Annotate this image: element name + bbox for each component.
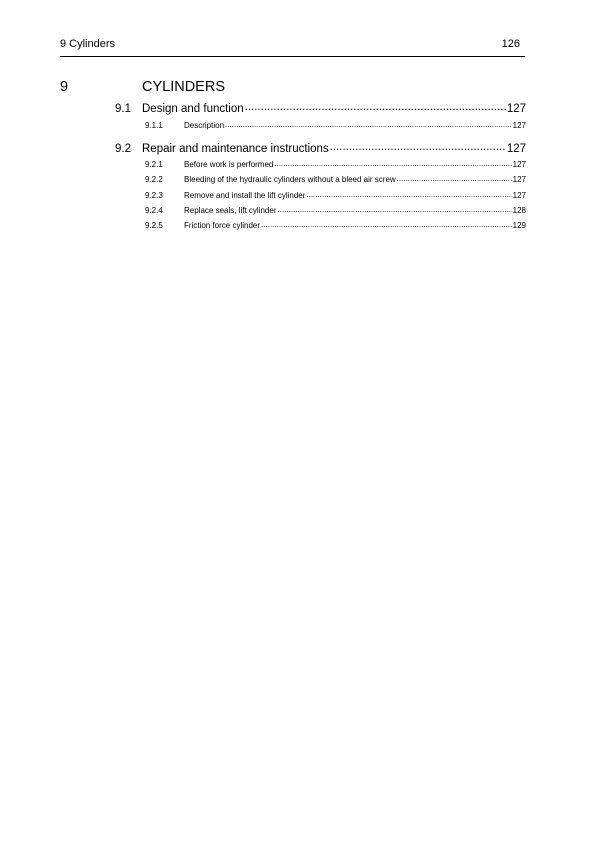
toc-entry-number: 9.2.3 — [145, 191, 163, 200]
toc-dot-leader — [330, 140, 506, 152]
toc-entry-number: 9.2.4 — [145, 206, 163, 215]
toc-entry-9-2-4[interactable] — [115, 205, 526, 217]
toc-entry-9-2-5[interactable] — [115, 220, 526, 232]
chapter-number: 9 — [60, 79, 69, 95]
toc-entry-page: 128 — [512, 206, 526, 215]
header-page-number: 126 — [501, 38, 520, 50]
toc-entry-number: 9.2.2 — [145, 175, 163, 184]
toc-entry-page: 127 — [512, 175, 526, 184]
toc-entry-label: Replace seals, lift cylinder — [184, 206, 277, 215]
toc-dot-leader — [274, 159, 511, 167]
toc-entry-label: Design and function — [142, 102, 244, 115]
toc-entry-label: Friction force cylinder — [184, 221, 261, 230]
toc-entry-number: 9.2.5 — [145, 221, 163, 230]
toc-entry-page: 127 — [512, 191, 526, 200]
toc-entry-label: Repair and maintenance instructions — [142, 142, 329, 155]
toc-entry-9-2-3[interactable] — [115, 190, 526, 202]
toc-entry-9-1-1[interactable] — [115, 120, 526, 132]
toc-entry-number: 9.1 — [115, 102, 131, 115]
toc-entry-page: 127 — [512, 160, 526, 169]
toc-entry-page: 127 — [506, 102, 526, 115]
toc-entry-page: 127 — [512, 121, 526, 130]
toc-entry-9-2-2[interactable] — [115, 174, 526, 186]
toc-dot-leader — [225, 120, 512, 128]
toc-entry-label: Description — [184, 121, 225, 130]
page-header — [60, 38, 525, 57]
toc-entry-number: 9.2.1 — [145, 160, 163, 169]
toc-dot-leader — [245, 100, 506, 112]
toc-entry-9-1[interactable] — [115, 100, 526, 116]
toc-entry-label: Before work is performed — [184, 160, 274, 169]
toc-entry-page: 129 — [512, 221, 526, 230]
toc-entry-label: Bleeding of the hydraulic cylinders without a bleed air screw — [184, 175, 396, 184]
toc-dot-leader — [397, 174, 512, 182]
toc-entry-9-2-1[interactable] — [115, 159, 526, 171]
toc-entry-page: 127 — [506, 142, 526, 155]
toc-dot-leader — [306, 190, 511, 198]
toc-entry-label: Remove and install the lift cylinder — [184, 191, 306, 200]
chapter-title: CYLINDERS — [142, 79, 225, 95]
toc-entry-number: 9.1.1 — [145, 121, 163, 130]
header-chapter-title: 9 Cylinders — [60, 38, 116, 50]
toc-entry-9-2[interactable] — [115, 140, 526, 156]
toc-entry-number: 9.2 — [115, 142, 131, 155]
toc-dot-leader — [261, 220, 512, 228]
toc-dot-leader — [277, 205, 511, 213]
